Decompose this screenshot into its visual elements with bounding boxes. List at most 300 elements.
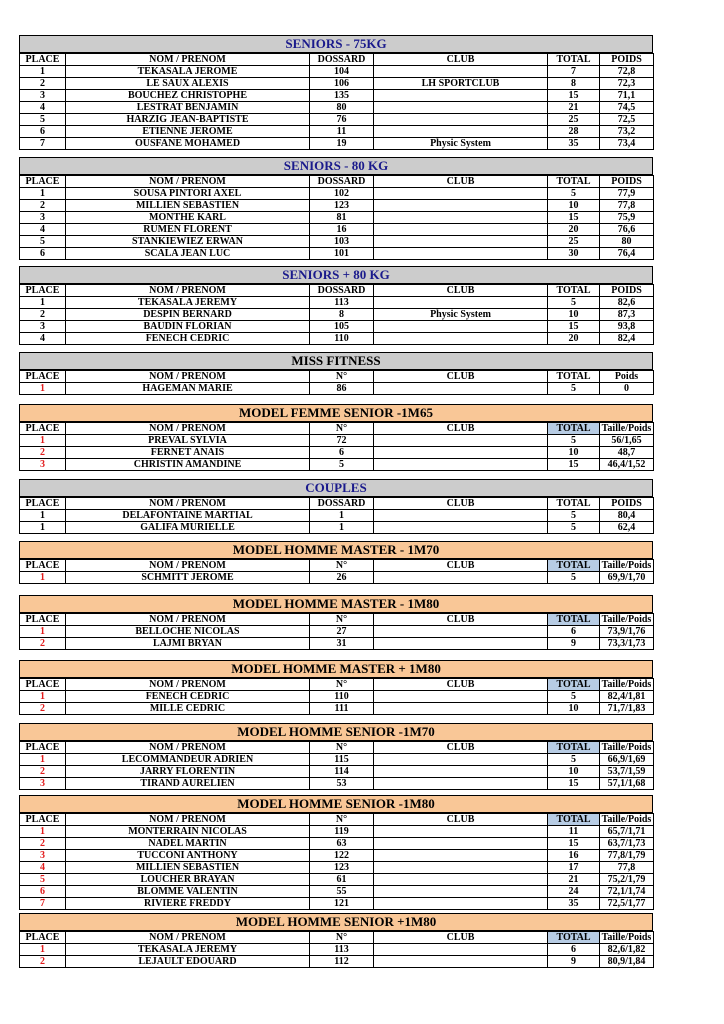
- column-header-place: PLACE: [20, 176, 66, 188]
- cell-name: SOUSA PINTORI AXEL: [66, 188, 310, 200]
- section-title: MODEL HOMME SENIOR +1M80: [19, 913, 653, 931]
- section-title: MODEL HOMME SENIOR -1M80: [19, 795, 653, 813]
- cell-number: 26: [310, 572, 374, 584]
- cell-club: [374, 754, 548, 766]
- cell-name: BOUCHEZ CHRISTOPHE: [66, 90, 310, 102]
- cell-club: [374, 886, 548, 898]
- cell-club: [374, 212, 548, 224]
- cell-weight: 53,7/1,59: [600, 766, 654, 778]
- column-header-place: PLACE: [20, 498, 66, 510]
- cell-total: 10: [548, 447, 600, 459]
- cell-name: TEKASALA JEREMY: [66, 944, 310, 956]
- cell-total: 5: [548, 435, 600, 447]
- table-row: [20, 188, 654, 200]
- cell-weight: 72,1/1,74: [600, 886, 654, 898]
- column-header-name: NOM / PRENOM: [66, 285, 310, 297]
- cell-club: [374, 626, 548, 638]
- cell-club: [374, 510, 548, 522]
- cell-weight: 0: [600, 383, 654, 395]
- results-section: [19, 266, 653, 345]
- cell-place: 1: [20, 826, 66, 838]
- results-table: [19, 370, 654, 395]
- cell-total: 10: [548, 200, 600, 212]
- cell-total: 5: [548, 691, 600, 703]
- column-header-number: N°: [310, 560, 374, 572]
- table-row: [20, 626, 654, 638]
- column-header-place: PLACE: [20, 742, 66, 754]
- cell-weight: 71,1: [600, 90, 654, 102]
- cell-weight: 57,1/1,68: [600, 778, 654, 790]
- cell-weight: 63,7/1,73: [600, 838, 654, 850]
- column-header-weight: Taille/Poids: [600, 814, 654, 826]
- cell-name: TIRAND AURELIEN: [66, 778, 310, 790]
- table-header-row: [20, 176, 654, 188]
- cell-name: DESPIN BERNARD: [66, 309, 310, 321]
- column-header-name: NOM / PRENOM: [66, 679, 310, 691]
- column-header-total: TOTAL: [548, 54, 600, 66]
- cell-number: 63: [310, 838, 374, 850]
- cell-weight: 65,7/1,71: [600, 826, 654, 838]
- cell-club: [374, 522, 548, 534]
- cell-name: JARRY FLORENTIN: [66, 766, 310, 778]
- table-row: [20, 862, 654, 874]
- cell-place: 7: [20, 138, 66, 150]
- cell-name: CHRISTIN AMANDINE: [66, 459, 310, 471]
- column-header-place: PLACE: [20, 423, 66, 435]
- cell-number: 104: [310, 66, 374, 78]
- cell-total: 5: [548, 383, 600, 395]
- cell-number: 72: [310, 435, 374, 447]
- results-section: [19, 157, 653, 260]
- column-header-place: PLACE: [20, 371, 66, 383]
- column-header-place: PLACE: [20, 560, 66, 572]
- cell-weight: 74,5: [600, 102, 654, 114]
- cell-weight: 69,9/1,70: [600, 572, 654, 584]
- cell-place: 5: [20, 874, 66, 886]
- results-section: [19, 479, 653, 534]
- cell-place: 2: [20, 703, 66, 715]
- column-header-place: PLACE: [20, 814, 66, 826]
- cell-place: 4: [20, 333, 66, 345]
- table-row: [20, 224, 654, 236]
- table-header-row: [20, 423, 654, 435]
- cell-place: 1: [20, 435, 66, 447]
- cell-weight: 82,4/1,81: [600, 691, 654, 703]
- cell-place: 1: [20, 383, 66, 395]
- table-header-row: [20, 814, 654, 826]
- cell-weight: 66,9/1,69: [600, 754, 654, 766]
- cell-weight: 80: [600, 236, 654, 248]
- cell-number: 1: [310, 510, 374, 522]
- cell-total: 15: [548, 321, 600, 333]
- column-header-weight: Taille/Poids: [600, 614, 654, 626]
- cell-club: [374, 956, 548, 968]
- column-header-number: N°: [310, 679, 374, 691]
- cell-weight: 87,3: [600, 309, 654, 321]
- table-header-row: [20, 932, 654, 944]
- column-header-weight: Taille/Poids: [600, 742, 654, 754]
- cell-weight: 76,6: [600, 224, 654, 236]
- cell-weight: 77,8: [600, 200, 654, 212]
- cell-club: [374, 102, 548, 114]
- cell-club: [374, 383, 548, 395]
- column-header-club: CLUB: [374, 614, 548, 626]
- column-header-number: DOSSARD: [310, 176, 374, 188]
- table-header-row: [20, 54, 654, 66]
- cell-name: HARZIG JEAN-BAPTISTE: [66, 114, 310, 126]
- cell-total: 15: [548, 838, 600, 850]
- cell-name: SCALA JEAN LUC: [66, 248, 310, 260]
- results-section: [19, 595, 653, 650]
- cell-weight: 62,4: [600, 522, 654, 534]
- column-header-club: CLUB: [374, 932, 548, 944]
- cell-total: 17: [548, 862, 600, 874]
- cell-weight: 72,5/1,77: [600, 898, 654, 910]
- table-row: [20, 510, 654, 522]
- column-header-weight: Poids: [600, 371, 654, 383]
- cell-total: 9: [548, 638, 600, 650]
- table-row: [20, 248, 654, 260]
- results-table: [19, 741, 654, 790]
- column-header-total: TOTAL: [548, 932, 600, 944]
- cell-name: LESTRAT BENJAMIN: [66, 102, 310, 114]
- cell-total: 11: [548, 826, 600, 838]
- cell-place: 1: [20, 66, 66, 78]
- cell-place: 2: [20, 838, 66, 850]
- cell-total: 16: [548, 850, 600, 862]
- table-row: [20, 956, 654, 968]
- table-row: [20, 766, 654, 778]
- cell-name: MILLIEN SEBASTIEN: [66, 862, 310, 874]
- table-row: [20, 333, 654, 345]
- column-header-place: PLACE: [20, 285, 66, 297]
- results-table: [19, 559, 654, 584]
- results-table: [19, 284, 654, 345]
- cell-name: NADEL MARTIN: [66, 838, 310, 850]
- cell-club: [374, 898, 548, 910]
- column-header-name: NOM / PRENOM: [66, 560, 310, 572]
- cell-club: [374, 766, 548, 778]
- cell-place: 2: [20, 447, 66, 459]
- results-table: [19, 813, 654, 910]
- cell-total: 21: [548, 102, 600, 114]
- results-section: [19, 795, 653, 910]
- table-row: [20, 886, 654, 898]
- table-header-row: [20, 371, 654, 383]
- cell-place: 1: [20, 691, 66, 703]
- cell-name: MONTERRAIN NICOLAS: [66, 826, 310, 838]
- cell-number: 27: [310, 626, 374, 638]
- cell-club: [374, 850, 548, 862]
- cell-place: 3: [20, 850, 66, 862]
- cell-name: LECOMMANDEUR ADRIEN: [66, 754, 310, 766]
- results-section: [19, 723, 653, 790]
- cell-name: RUMEN FLORENT: [66, 224, 310, 236]
- column-header-weight: Taille/Poids: [600, 560, 654, 572]
- cell-weight: 72,3: [600, 78, 654, 90]
- cell-club: [374, 691, 548, 703]
- table-row: [20, 200, 654, 212]
- cell-number: 106: [310, 78, 374, 90]
- section-title: COUPLES: [19, 479, 653, 497]
- column-header-place: PLACE: [20, 932, 66, 944]
- table-row: [20, 297, 654, 309]
- cell-number: 135: [310, 90, 374, 102]
- column-header-name: NOM / PRENOM: [66, 742, 310, 754]
- cell-name: FENECH CEDRIC: [66, 691, 310, 703]
- table-row: [20, 236, 654, 248]
- cell-place: 6: [20, 126, 66, 138]
- cell-name: GALIFA MURIELLE: [66, 522, 310, 534]
- cell-total: 15: [548, 459, 600, 471]
- cell-number: 113: [310, 944, 374, 956]
- cell-club: Physic System: [374, 309, 548, 321]
- column-header-name: NOM / PRENOM: [66, 498, 310, 510]
- column-header-number: DOSSARD: [310, 54, 374, 66]
- column-header-club: CLUB: [374, 814, 548, 826]
- cell-name: RIVIERE FREDDY: [66, 898, 310, 910]
- column-header-weight: POIDS: [600, 498, 654, 510]
- cell-number: 76: [310, 114, 374, 126]
- cell-place: 3: [20, 90, 66, 102]
- table-row: [20, 78, 654, 90]
- cell-total: 25: [548, 114, 600, 126]
- table-row: [20, 435, 654, 447]
- cell-total: 10: [548, 766, 600, 778]
- column-header-weight: POIDS: [600, 54, 654, 66]
- cell-place: 3: [20, 778, 66, 790]
- results-section: [19, 352, 653, 395]
- cell-place: 3: [20, 212, 66, 224]
- cell-place: 2: [20, 956, 66, 968]
- column-header-total: TOTAL: [548, 285, 600, 297]
- column-header-club: CLUB: [374, 498, 548, 510]
- cell-number: 111: [310, 703, 374, 715]
- table-row: [20, 309, 654, 321]
- cell-number: 115: [310, 754, 374, 766]
- section-title: MODEL HOMME MASTER - 1M70: [19, 541, 653, 559]
- results-table: [19, 613, 654, 650]
- table-row: [20, 703, 654, 715]
- cell-club: [374, 447, 548, 459]
- cell-club: Physic System: [374, 138, 548, 150]
- cell-weight: 73,2: [600, 126, 654, 138]
- column-header-club: CLUB: [374, 423, 548, 435]
- table-row: [20, 138, 654, 150]
- section-title: MODEL HOMME MASTER + 1M80: [19, 660, 653, 678]
- cell-number: 105: [310, 321, 374, 333]
- results-section: [19, 660, 653, 715]
- column-header-number: N°: [310, 814, 374, 826]
- results-table: [19, 931, 654, 968]
- cell-place: 4: [20, 862, 66, 874]
- column-header-total: TOTAL: [548, 614, 600, 626]
- cell-name: FERNET ANAIS: [66, 447, 310, 459]
- cell-place: 6: [20, 886, 66, 898]
- column-header-club: CLUB: [374, 54, 548, 66]
- cell-total: 20: [548, 224, 600, 236]
- column-header-number: DOSSARD: [310, 498, 374, 510]
- cell-club: [374, 826, 548, 838]
- cell-name: BELLOCHE NICOLAS: [66, 626, 310, 638]
- cell-place: 7: [20, 898, 66, 910]
- table-row: [20, 572, 654, 584]
- column-header-club: CLUB: [374, 285, 548, 297]
- cell-weight: 76,4: [600, 248, 654, 260]
- cell-total: 28: [548, 126, 600, 138]
- cell-total: 21: [548, 874, 600, 886]
- cell-club: [374, 459, 548, 471]
- cell-name: MILLIEN SEBASTIEN: [66, 200, 310, 212]
- table-row: [20, 90, 654, 102]
- cell-total: 35: [548, 138, 600, 150]
- cell-weight: 73,4: [600, 138, 654, 150]
- cell-place: 1: [20, 944, 66, 956]
- column-header-name: NOM / PRENOM: [66, 176, 310, 188]
- cell-number: 110: [310, 691, 374, 703]
- column-header-club: CLUB: [374, 560, 548, 572]
- cell-place: 1: [20, 626, 66, 638]
- column-header-weight: POIDS: [600, 176, 654, 188]
- column-header-club: CLUB: [374, 742, 548, 754]
- cell-number: 123: [310, 200, 374, 212]
- results-section: [19, 404, 653, 471]
- column-header-weight: Taille/Poids: [600, 932, 654, 944]
- cell-weight: 71,7/1,83: [600, 703, 654, 715]
- cell-total: 5: [548, 754, 600, 766]
- column-header-number: N°: [310, 932, 374, 944]
- cell-place: 3: [20, 321, 66, 333]
- results-table: [19, 175, 654, 260]
- cell-name: TUCCONI ANTHONY: [66, 850, 310, 862]
- column-header-name: NOM / PRENOM: [66, 371, 310, 383]
- cell-total: 5: [548, 510, 600, 522]
- cell-total: 15: [548, 212, 600, 224]
- cell-weight: 77,8/1,79: [600, 850, 654, 862]
- cell-name: HAGEMAN MARIE: [66, 383, 310, 395]
- cell-place: 5: [20, 236, 66, 248]
- cell-club: [374, 638, 548, 650]
- cell-place: 1: [20, 297, 66, 309]
- cell-weight: 80,9/1,84: [600, 956, 654, 968]
- cell-number: 114: [310, 766, 374, 778]
- column-header-club: CLUB: [374, 176, 548, 188]
- cell-place: 1: [20, 572, 66, 584]
- section-title: SENIORS - 80 KG: [19, 157, 653, 175]
- cell-weight: 82,4: [600, 333, 654, 345]
- table-row: [20, 638, 654, 650]
- cell-name: DELAFONTAINE MARTIAL: [66, 510, 310, 522]
- cell-name: SCHMITT JEROME: [66, 572, 310, 584]
- table-row: [20, 522, 654, 534]
- table-row: [20, 459, 654, 471]
- cell-number: 55: [310, 886, 374, 898]
- cell-number: 81: [310, 212, 374, 224]
- column-header-club: CLUB: [374, 371, 548, 383]
- cell-place: 2: [20, 78, 66, 90]
- cell-place: 1: [20, 510, 66, 522]
- cell-weight: 77,9: [600, 188, 654, 200]
- section-title: MISS FITNESS: [19, 352, 653, 370]
- table-row: [20, 838, 654, 850]
- table-header-row: [20, 560, 654, 572]
- cell-number: 86: [310, 383, 374, 395]
- cell-place: 4: [20, 224, 66, 236]
- cell-number: 16: [310, 224, 374, 236]
- cell-weight: 56/1,65: [600, 435, 654, 447]
- table-header-row: [20, 614, 654, 626]
- cell-total: 5: [548, 522, 600, 534]
- column-header-weight: Taille/Poids: [600, 423, 654, 435]
- cell-name: LE SAUX ALEXIS: [66, 78, 310, 90]
- cell-weight: 82,6: [600, 297, 654, 309]
- cell-total: 10: [548, 703, 600, 715]
- cell-club: [374, 248, 548, 260]
- cell-total: 7: [548, 66, 600, 78]
- cell-club: [374, 114, 548, 126]
- cell-club: [374, 572, 548, 584]
- column-header-total: TOTAL: [548, 742, 600, 754]
- cell-place: 1: [20, 188, 66, 200]
- cell-name: STANKIEWIEZ ERWAN: [66, 236, 310, 248]
- cell-club: [374, 188, 548, 200]
- cell-number: 119: [310, 826, 374, 838]
- cell-name: MONTHE KARL: [66, 212, 310, 224]
- cell-weight: 46,4/1,52: [600, 459, 654, 471]
- column-header-place: PLACE: [20, 614, 66, 626]
- table-row: [20, 754, 654, 766]
- section-title: MODEL HOMME MASTER - 1M80: [19, 595, 653, 613]
- cell-place: 6: [20, 248, 66, 260]
- table-row: [20, 778, 654, 790]
- results-section: [19, 35, 653, 150]
- cell-club: [374, 321, 548, 333]
- table-row: [20, 126, 654, 138]
- column-header-name: NOM / PRENOM: [66, 423, 310, 435]
- section-title: SENIORS - 75KG: [19, 35, 653, 53]
- results-table: [19, 678, 654, 715]
- cell-total: 25: [548, 236, 600, 248]
- table-row: [20, 212, 654, 224]
- cell-weight: 80,4: [600, 510, 654, 522]
- cell-club: [374, 838, 548, 850]
- cell-total: 20: [548, 333, 600, 345]
- cell-name: TEKASALA JEROME: [66, 66, 310, 78]
- cell-weight: 82,6/1,82: [600, 944, 654, 956]
- cell-name: TEKASALA JEREMY: [66, 297, 310, 309]
- cell-number: 103: [310, 236, 374, 248]
- cell-total: 8: [548, 78, 600, 90]
- column-header-number: N°: [310, 423, 374, 435]
- cell-name: OUSFANE MOHAMED: [66, 138, 310, 150]
- cell-number: 113: [310, 297, 374, 309]
- cell-club: [374, 90, 548, 102]
- column-header-name: NOM / PRENOM: [66, 932, 310, 944]
- cell-number: 11: [310, 126, 374, 138]
- column-header-total: TOTAL: [548, 176, 600, 188]
- results-table: [19, 422, 654, 471]
- column-header-total: TOTAL: [548, 371, 600, 383]
- table-row: [20, 383, 654, 395]
- table-header-row: [20, 285, 654, 297]
- cell-total: 5: [548, 188, 600, 200]
- cell-number: 122: [310, 850, 374, 862]
- column-header-total: TOTAL: [548, 423, 600, 435]
- column-header-name: NOM / PRENOM: [66, 54, 310, 66]
- cell-club: [374, 333, 548, 345]
- cell-club: [374, 297, 548, 309]
- cell-weight: 72,8: [600, 66, 654, 78]
